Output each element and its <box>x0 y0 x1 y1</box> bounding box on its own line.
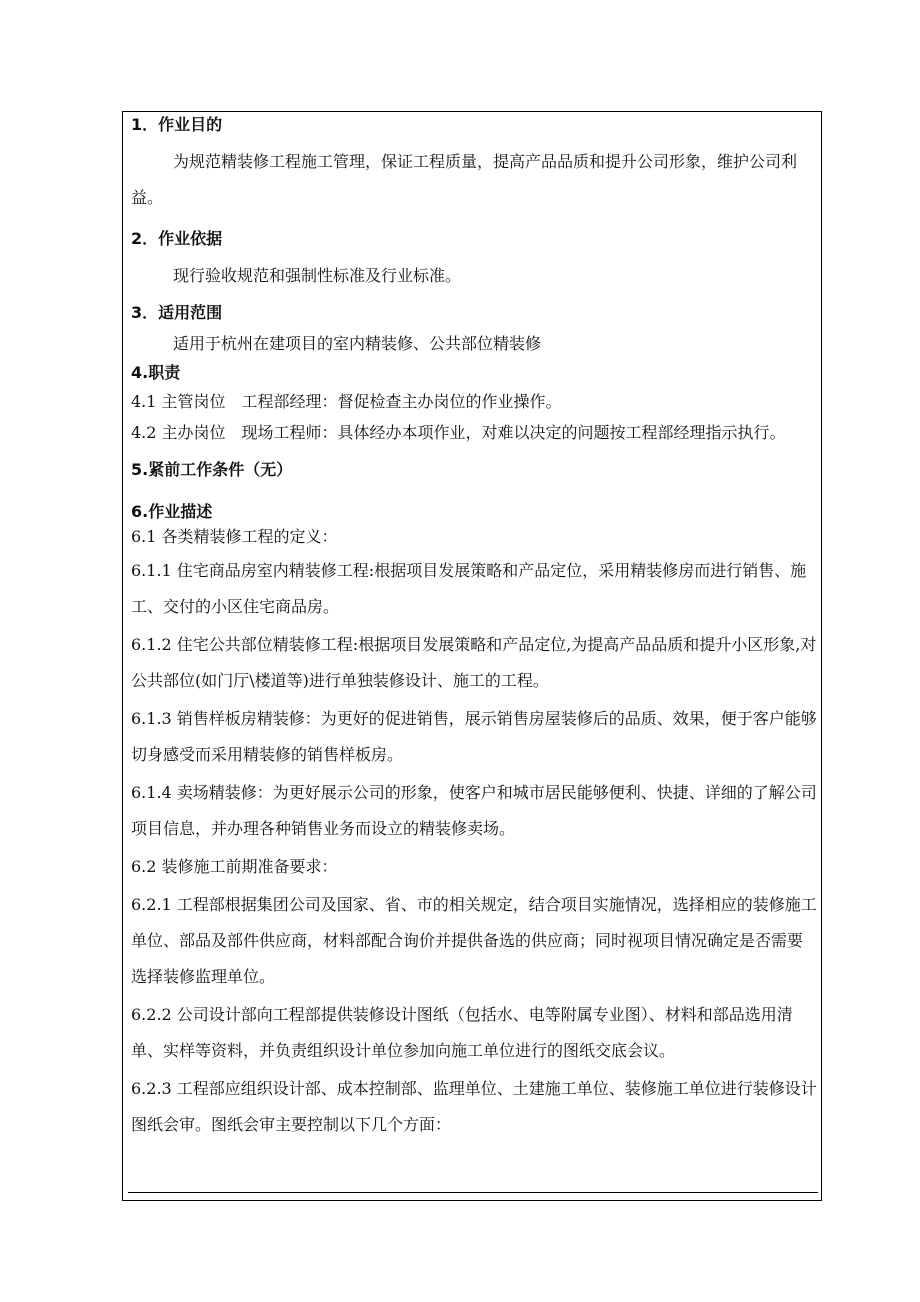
section-6-2-2: 6.2.2 公司设计部向工程部提供装修设计图纸（包括水、电等附属专业图）、材料和部品选用清单、实样等资料，并负责组织设计单位参加向施工单位进行的图纸交底会议。 <box>131 1005 793 1060</box>
section-6-heading: 6.作业描述 <box>131 502 213 521</box>
section-6-1-1: 6.1.1 住宅商品房室内精装修工程:根据项目发展策略和产品定位，采用精装修房而进行销售、施工、交付的小区住宅商品房。 <box>131 561 807 616</box>
section-6-2-1: 6.2.1 工程部根据集团公司及国家、省、市的相关规定，结合项目实施情况，选择相应的装修施工单位、部品及部件供应商，材料部配合询价并提供备选的供应商；同时视项目情况确定是否需要选择装修监理单位。 <box>131 895 817 986</box>
bottom-rule <box>128 1192 818 1193</box>
section-1-heading: 1．作业目的 <box>131 115 223 134</box>
section-4-2: 4.2 主办岗位 现场工程师：具体经办本项作业，对难以决定的问题按工程部经理指示执行。 <box>131 423 786 442</box>
section-1-body: 为规范精装修工程施工管理，保证工程质量，提高产品品质和提升公司形象，维护公司利益。 <box>131 152 798 207</box>
section-3-body: 适用于杭州在建项目的室内精装修、公共部位精装修 <box>173 334 542 353</box>
section-3-heading: 3．适用范围 <box>131 303 223 322</box>
section-6-1: 6.1 各类精装修工程的定义： <box>131 527 338 546</box>
section-6-2: 6.2 装修施工前期准备要求： <box>131 857 338 876</box>
section-6-1-4: 6.1.4 卖场精装修：为更好展示公司的形象，使客户和城市居民能够便利、快捷、详细的了解公司项目信息，并办理各种销售业务而设立的精装修卖场。 <box>131 783 817 838</box>
section-4-1: 4.1 主管岗位 工程部经理：督促检查主办岗位的作业操作。 <box>131 392 562 411</box>
section-5-heading: 5.紧前工作条件（无） <box>131 460 293 479</box>
section-2-heading: 2．作业依据 <box>131 229 223 248</box>
section-6-2-3: 6.2.3 工程部应组织设计部、成本控制部、监理单位、土建施工单位、装修施工单位进行装修设计图纸会审。图纸会审主要控制以下几个方面： <box>131 1079 817 1134</box>
section-2-body: 现行验收规范和强制性标准及行业标准。 <box>173 266 462 285</box>
section-6-1-2: 6.1.2 住宅公共部位精装修工程:根据项目发展策略和产品定位,为提高产品品质和提升小区形象,对公共部位(如门厅\楼道等)进行单独装修设计、施工的工程。 <box>131 635 817 690</box>
section-6-1-3: 6.1.3 销售样板房精装修：为更好的促进销售，展示销售房屋装修后的品质、效果，便于客户能够切身感受而采用精装修的销售样板房。 <box>131 709 817 764</box>
section-4-heading: 4.职责 <box>131 363 181 382</box>
document-body <box>131 112 817 1143</box>
